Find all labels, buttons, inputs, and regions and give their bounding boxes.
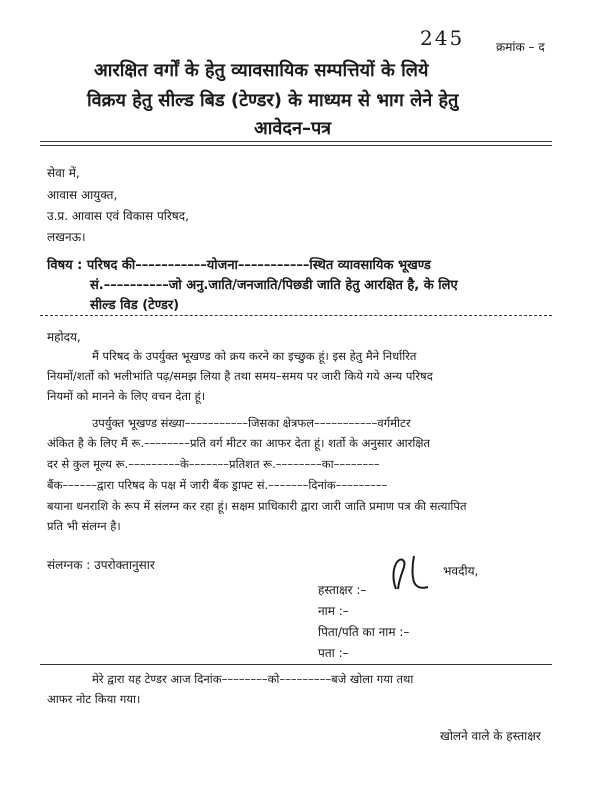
addressee-line: उ.प्र. आवास एवं विकास परिषद, [47,209,189,223]
addressee-line: सेवा में, [47,166,80,180]
header-rule-top [40,141,552,142]
field-signature: हस्ताक्षर :– [318,583,367,597]
para2-line: बयाना धनराशि के रूप में संलग्न कर रहा हूं। सक्षम प्राधिकारी द्वारा जारी जाति प्रमाण पत्र की सत्यापित [47,499,467,513]
title-line-2: विक्रय हेतु सील्ड बिड (टेण्डर) के माध्यम से भाग लेने हेतु [87,90,459,111]
subject-line-3: सील्ड विड (टेण्डर) [90,298,180,313]
subject-line-1: विषय : परिषद की–––––––––––योजना–––––––––––स्थित व्यावसायिक भूखण्ड [47,258,431,273]
page-number: 245 [420,26,465,50]
para2-line: प्रति भी संलग्न है। [47,519,121,533]
serial-label: क्रमांक – द [496,40,545,54]
title-line-3: आवेदन–पत्र [254,118,332,139]
header-rule-bottom [40,145,552,146]
para1-line: नियमों/शर्तो को भलीभांति पढ़/समझ लिया है तथा समय–समय पर जारी किये गये अन्य परिषद [47,369,433,383]
closing: भवदीय, [443,564,479,578]
para2-line: अंकित है के लिए मैं रू.––––––––प्रति वर्ग मीटर का आफर देता हूं। शर्तो के अनुसार आरक्षित [47,436,431,450]
opener-signature-label: खोलने वाले के हस्ताक्षर [440,729,541,743]
salutation: महोदय, [47,330,81,344]
field-father-husband-name: पिता/पति का नाम :– [318,625,410,639]
title-line-1: आरक्षित वर्गों के हेतु व्यावसायिक सम्पत्तियों के लिये [94,60,429,81]
para1-line: मैं परिषद के उपर्युक्त भूखण्ड को क्रय करने का इच्छुक हूं। इस हेतु मैने निर्धारित [92,349,417,363]
signature-scribble [383,548,441,596]
enclosure: संलग्नक : उपरोक्तानुसार [47,558,155,572]
footer-rule [40,664,552,665]
subject-rule [40,315,552,316]
para2-line: उपर्युक्त भूखण्ड संख्या–––––––––––जिसका क्षेत्रफल–––––––––––वर्गमीटर [92,416,411,430]
para1-line: नियमों को मानने के लिए वचन देता हूं। [47,389,206,403]
addressee-line: आवास आयुक्त, [47,188,118,202]
field-address: पता :– [318,646,349,660]
field-name: नाम :– [318,604,349,618]
addressee-line: लखनऊ। [47,230,86,244]
opening-note-line: मेरे द्वारा यह टेण्डर आज दिनांक––––––––को–––––––––बजे खोला गया तथा [92,672,414,686]
opening-note-line: आफर नोट किया गया। [47,692,141,706]
para2-line: दर से कुल मूल्य रू.–––––––––के–––––––प्रतिशत रू.––––––––का–––––––– [47,457,380,471]
subject-line-2: सं.––––––––––जो अनु.जाति/जनजाति/पिछडी जाति हेतु आरक्षित है, के लिए [90,278,458,293]
para2-line: बैंक––––––द्वारा परिषद के पक्ष में जारी बैंक ड्राफ्ट सं.–––––––दिनांक––––––––– [47,478,388,492]
